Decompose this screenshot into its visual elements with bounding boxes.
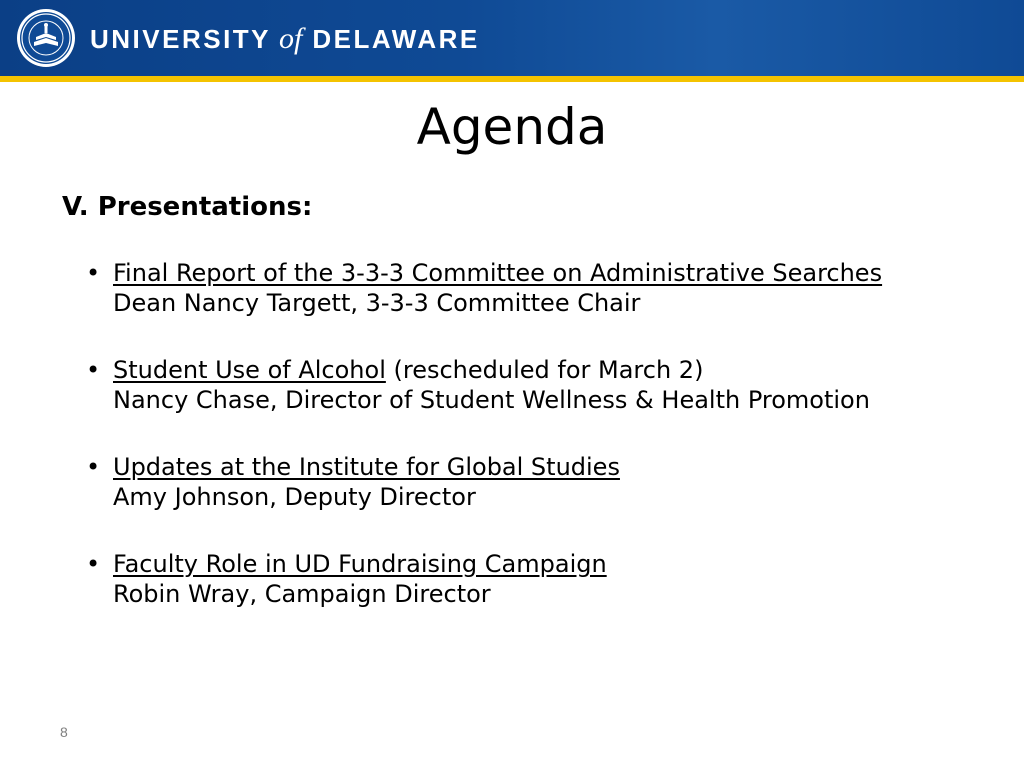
university-wordmark xyxy=(90,22,480,56)
wordmark-of: of xyxy=(279,22,303,55)
presentation-presenter: Dean Nancy Targett, 3-3-3 Committee Chair xyxy=(113,289,641,317)
wordmark-university: UNIVERSITY xyxy=(90,24,272,54)
presentation-item xyxy=(86,258,986,318)
bullet-icon: • xyxy=(86,356,101,384)
presentation-title-link[interactable]: Updates at the Institute for Global Studies xyxy=(113,453,620,481)
presentation-title-link[interactable]: Student Use of Alcohol xyxy=(113,356,386,384)
section-heading: V. Presentations: xyxy=(62,192,313,222)
slide-title: Agenda xyxy=(416,98,608,156)
wordmark-delaware: DELAWARE xyxy=(312,24,480,54)
presentation-presenter: Amy Johnson, Deputy Director xyxy=(113,483,476,511)
presentation-item xyxy=(86,452,986,512)
header-gold-stripe xyxy=(0,76,1024,82)
bullet-icon: • xyxy=(86,453,101,481)
presentation-item xyxy=(86,549,986,609)
header-bar xyxy=(0,0,1024,76)
university-seal-icon xyxy=(16,8,76,68)
presentation-title-link[interactable]: Final Report of the 3-3-3 Committee on Administrative Searches xyxy=(113,259,883,287)
bullet-icon: • xyxy=(86,550,101,578)
bullet-icon: • xyxy=(86,259,101,287)
presentation-title-link[interactable]: Faculty Role in UD Fundraising Campaign xyxy=(113,550,607,578)
presentation-presenter: Nancy Chase, Director of Student Wellness & Health Promotion xyxy=(113,386,870,414)
page-number: 8 xyxy=(60,724,68,740)
presentation-list xyxy=(86,258,986,646)
presentation-presenter: Robin Wray, Campaign Director xyxy=(113,580,491,608)
presentation-item xyxy=(86,355,986,415)
presentation-note: (rescheduled for March 2) xyxy=(385,356,704,384)
